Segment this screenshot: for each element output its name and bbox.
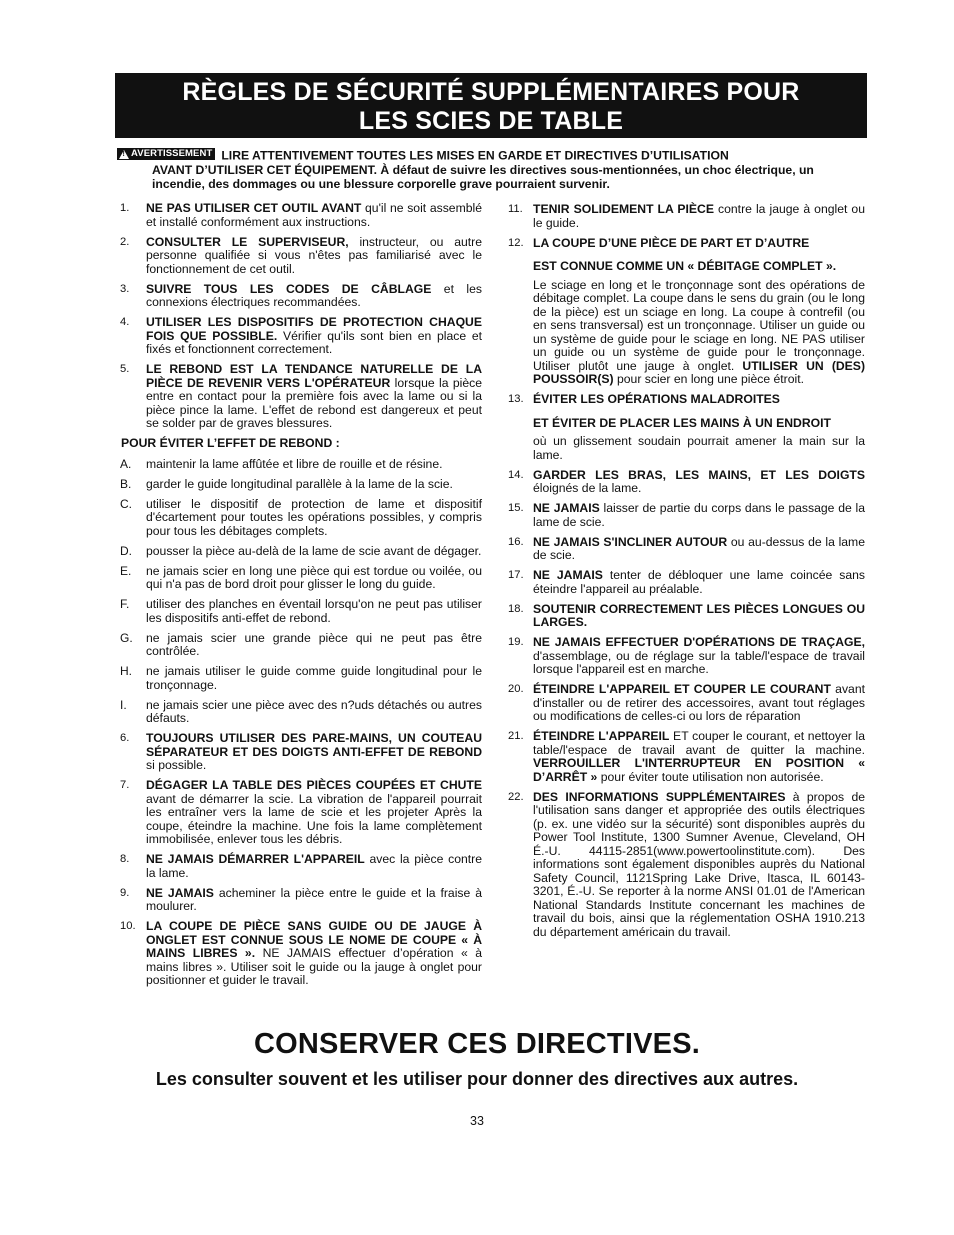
item-text: avec la pièce contre la lame. (146, 852, 482, 880)
item-number: 19. (508, 636, 524, 648)
item-text: ne jamais scier en long une pièce qui est tordue ou voilée, ou qui n'a pas de bord droit pour glisser le long du guide. (146, 563, 482, 591)
list-item (118, 853, 482, 880)
item-text: et les connexions électriques recommandées. (146, 281, 482, 309)
item-lead: ÉVITER LES OPÉRATIONS MALADROITES (533, 392, 780, 406)
item-text: d'assemblage, ou de réglage sur la table/l'espace de travail lorsque l'appareil est en marche. (533, 648, 865, 676)
item-number: F. (120, 597, 130, 611)
warning-rest: AVANT D’UTILISER CET ÉQUIPEMENT. À défaut de suivre les directives sous-mentionnées, un choc électrique, un incendie, des dommages ou une blessure corporelle grave pourraient survenir. (152, 162, 814, 191)
item-number: 8. (120, 853, 130, 865)
item-paragraph (533, 435, 865, 462)
item-text: ne jamais utiliser le guide comme guide longitudinal pour le tronçonnage. (146, 664, 482, 692)
list-item (118, 732, 482, 773)
list-item (507, 502, 865, 529)
list-item (118, 545, 482, 559)
item-text: éloignés de la lame. (533, 481, 642, 495)
list-item (507, 469, 865, 496)
item-bold-text: NE JAMAIS (146, 885, 214, 900)
item-text-2: pour éviter toute utilisation non autorisée. (597, 769, 824, 784)
item-number: I. (120, 697, 127, 712)
item-text: laisser de partie du corps dans le passage de la lame de scie. (533, 501, 865, 529)
item-bold-text: NE PAS UTILISER CET OUTIL AVANT (146, 201, 362, 215)
warning-badge-label: AVERTISSEMENT (131, 148, 213, 159)
item-number: 20. (508, 683, 524, 695)
right-column (507, 203, 865, 946)
title-banner (115, 73, 867, 138)
item-number: 10. (120, 920, 136, 932)
list-item (118, 498, 482, 539)
warning-block (117, 148, 867, 191)
conserve-section (0, 1028, 954, 1090)
item-number: H. (120, 664, 132, 678)
item-number: 13. (508, 393, 524, 405)
list-item (118, 887, 482, 914)
item-number: 6. (120, 732, 130, 744)
item-text: à propos de l'utilisation sans danger et appropriée des outils électriques (p. ex. une vidéo sur la sécurité) sont disponibles auprès du Power Tool Institute, 1300 Sumner Avenue, Cleveland, OH É.-U. 44115-2851(www.powertoolinstitute.com). Des informations sont également disponibles auprès du National Safety Council, 1121Spring Lake Drive, Itasca, IL 60143-3201, É.-U. Se reporter à la norme ANSI 01.01 de l'American National Standards Institute concernant les machines de travail du bois, ainsi que la réglementation OSHA 1910.213 du département américain du travail. (533, 789, 865, 939)
item-text: instructeur, ou autre personne qualifiée si vous n'êtes pas familiarisé avec le fonctionnement de cet outil. (146, 234, 482, 276)
item-bold-text: DES INFORMATIONS SUPPLÉMENTAIRES (533, 789, 786, 804)
item-number: 17. (508, 569, 524, 581)
item-paragraph (533, 279, 865, 387)
list-item (118, 565, 482, 592)
list-item (118, 779, 482, 847)
item-number: B. (120, 476, 132, 491)
item-bold-text: ÉTEINDRE L'APPAREIL (533, 729, 670, 743)
item-bold-text: NE JAMAIS (533, 501, 600, 515)
conserve-heading: CONSERVER CES DIRECTIVES. (253, 1028, 700, 1060)
item-number: 18. (508, 602, 524, 615)
item-text: utiliser le dispositif de protection de lame et dispositif d'écartement pour toutes les opérations possibles, y compris pour tous les débitages complets. (146, 496, 482, 538)
item-bold-text: GARDER LES BRAS, LES MAINS, ET LES DOIGTS (533, 467, 865, 482)
item-text: avant de démarrer la scie. La vibration de l'appareil pourrait les entraîner vers la lame de scie et les projeter Après la coupe, éteindre la machine. Une fois la lame complètement immobilisée, enlever tous les débris. (146, 791, 482, 846)
item-text: maintenir la lame affûtée et libre de rouille et de résine. (146, 456, 443, 471)
list-item (507, 536, 865, 563)
item-text: NE JAMAIS effectuer d’opération « à mains libres ». Utiliser soit le guide ou la jauge à onglet pour positionner et guider le travail. (146, 946, 482, 987)
item-text: utiliser des planches en éventail lorsqu'on ne peut pas utiliser les dispositifs anti-effet de rebond. (146, 597, 482, 625)
item-number: 5. (120, 363, 130, 375)
item-bold-text: LE REBOND EST LA TENDANCE NATURELLE DE LA PIÈCE DE REVENIR VERS L'OPÉRATEUR (146, 362, 482, 390)
item-bold-text: NE JAMAIS (533, 568, 603, 582)
item-text: qu'il ne soit assemblé et installé conformément aux instructions. (146, 201, 482, 229)
list-item (507, 393, 865, 462)
item-text: si possible. (146, 758, 207, 772)
page-title (115, 73, 867, 136)
warning-triangle-icon (119, 150, 129, 159)
item-bold-text: ÉTEINDRE L'APPAREIL ET COUPER LE COURANT (533, 682, 831, 696)
warning-first-line: LIRE ATTENTIVEMENT TOUTES LES MISES EN GARDE ET DIRECTIVES D’UTILISATION (221, 148, 729, 163)
item-number: 14. (508, 468, 524, 481)
rebound-heading: POUR ÉVITER L’EFFET DE REBOND : (121, 436, 340, 450)
warning-badge (117, 148, 215, 160)
left-items-continued (118, 732, 482, 988)
item-number: 12. (508, 236, 524, 249)
item-text: lorsque la pièce entre en contact pour la première fois avec la lame ou si la pièce pince la lame. L'effet de rebond est dangereux et peut se solder par de graves blessures. (146, 375, 482, 430)
left-items (118, 202, 482, 431)
item-number: 4. (120, 316, 130, 328)
item-number: 1. (120, 202, 130, 214)
list-item (118, 598, 482, 625)
list-item (118, 458, 482, 472)
item-number: E. (120, 563, 132, 578)
item-number: 22. (508, 790, 524, 803)
item-text: contre la jauge à onglet ou le guide. (533, 202, 865, 230)
item-text: Le sciage en long et le tronçonnage sont des opérations de débitage complet. La coupe dans le sens du grain (ou le long de la pièce) est un sciage en long. La coupe à contrefil (ou en sens transversal) est un tronçonnage. Utiliser un guide ou un système de guide pour le sciage en long. NE PAS utiliser un guide ou un système de guide pour le tronçonnage. Utiliser plutôt une jauge à onglet. (533, 277, 865, 373)
item-text: garder le guide longitudinal parallèle à la lame de la scie. (146, 476, 453, 491)
item-number: G. (120, 630, 133, 645)
item-lead: LA COUPE D’UNE PIÈCE DE PART ET D’AUTRE (533, 235, 810, 250)
list-item (118, 236, 482, 277)
list-item (118, 478, 482, 492)
list-item (118, 283, 482, 310)
list-item (507, 636, 865, 677)
item-text: ou au-dessus de la lame de scie. (533, 534, 865, 562)
list-item (118, 316, 482, 357)
page-number: 33 (470, 1114, 484, 1128)
item-number: 15. (508, 502, 524, 514)
title-line-2: LES SCIES DE TABLE (358, 107, 624, 135)
list-item (118, 699, 482, 726)
item-bold-text: NE JAMAIS EFFECTUER D'OPÉRATIONS DE TRAÇAGE, (533, 635, 865, 649)
item-text: ne jamais scier une grande pièce qui ne peut pas être contrôlée. (146, 630, 482, 658)
item-bold-text: DÉGAGER LA TABLE DES PIÈCES COUPÉES ET CHUTE (146, 778, 482, 792)
conserve-subheading: Les consulter souvent et les utiliser pour donner des directives aux autres. (155, 1069, 799, 1089)
item-number: 11. (508, 203, 523, 215)
item-number: 16. (508, 535, 524, 548)
item-text: ET couper le courant, et nettoyer la table/l'espace de travail avant de quitter la machine. (533, 729, 865, 757)
right-items (507, 203, 865, 939)
item-lead-continued: EST CONNUE COMME UN « DÉBITAGE COMPLET ». (533, 259, 837, 273)
item-bold-text: SOUTENIR CORRECTEMENT LES PIÈCES LONGUES OU LARGES. (533, 601, 865, 629)
rebound-items (118, 458, 482, 726)
list-item (118, 363, 482, 431)
item-number: 21. (508, 730, 524, 742)
item-bold-text: NE JAMAIS DÉMARRER L'APPAREIL (146, 852, 365, 866)
item-number: 9. (120, 886, 130, 899)
item-lead-continued: ET ÉVITER DE PLACER LES MAINS À UN ENDROIT (533, 415, 831, 430)
list-item (118, 920, 482, 988)
list-item (507, 237, 865, 387)
item-number: 3. (120, 282, 130, 295)
item-text: où un glissement soudain pourrait amener la main sur la lame. (533, 434, 865, 462)
left-column (118, 202, 482, 994)
item-bold-text-2: VERROUILLER L'INTERRUPTEUR EN POSITION « D’ARRÊT » (533, 756, 865, 784)
item-number: 2. (120, 235, 130, 248)
item-bold-text: LA COUPE DE PIÈCE SANS GUIDE OU DE JAUGE À ONGLET EST CONNUE SOUS LE NOME DE COUPE « À MAINS LIBRES ». (146, 919, 482, 960)
list-item (507, 730, 865, 784)
item-number: D. (120, 543, 132, 558)
item-number: 7. (120, 779, 130, 791)
list-item (118, 665, 482, 692)
item-bold-text: SUIVRE TOUS LES CODES DE CÂBLAGE (146, 281, 432, 296)
item-bold-text: TOUJOURS UTILISER DES PARE-MAINS, UN COUTEAU SÉPARATEUR ET DES DOIGTS ANTI-EFFET DE REBOND (146, 731, 482, 759)
item-text: ne jamais scier une pièce avec des n?uds détachés ou autres défauts. (146, 697, 482, 725)
item-text: avant d'installer ou de retirer des accessoires, avant tout réglages ou modifications de celles-ci ou lors de réparation (533, 682, 865, 723)
list-item (507, 603, 865, 630)
item-bold-text: UTILISER UN (DES) POUSSOIR(S) (533, 358, 865, 386)
item-bold-text: CONSULTER LE SUPERVISEUR, (146, 234, 349, 249)
list-item (507, 203, 865, 230)
title-line-1: RÈGLES DE SÉCURITÉ SUPPLÉMENTAIRES POUR (182, 78, 800, 106)
item-number: C. (120, 496, 132, 511)
list-item (507, 683, 865, 724)
list-item (118, 632, 482, 659)
item-text: pousser la pièce au-delà de la lame de scie avant de dégager. (146, 543, 482, 558)
item-text: Vérifier qu'ils sont bien en place et fixés et fonctionnent correctement. (146, 328, 482, 356)
item-bold-text: UTILISER LES DISPOSITIFS DE PROTECTION CHAQUE FOIS QUE POSSIBLE. (146, 315, 482, 343)
item-text-tail: pour scier en long une pièce étroit. (613, 372, 804, 386)
list-item (507, 791, 865, 940)
list-item (507, 569, 865, 596)
item-text: tenter de débloquer une lame coincée sans éteindre l'appareil au préalable. (533, 568, 865, 596)
list-item (118, 202, 482, 229)
item-bold-text: TENIR SOLIDEMENT LA PIÈCE (533, 202, 714, 216)
item-text: acheminer la pièce entre le guide et la fraise à moulurer. (146, 885, 482, 913)
item-number: A. (120, 456, 132, 471)
item-bold-text: NE JAMAIS S'INCLINER AUTOUR (533, 534, 728, 549)
